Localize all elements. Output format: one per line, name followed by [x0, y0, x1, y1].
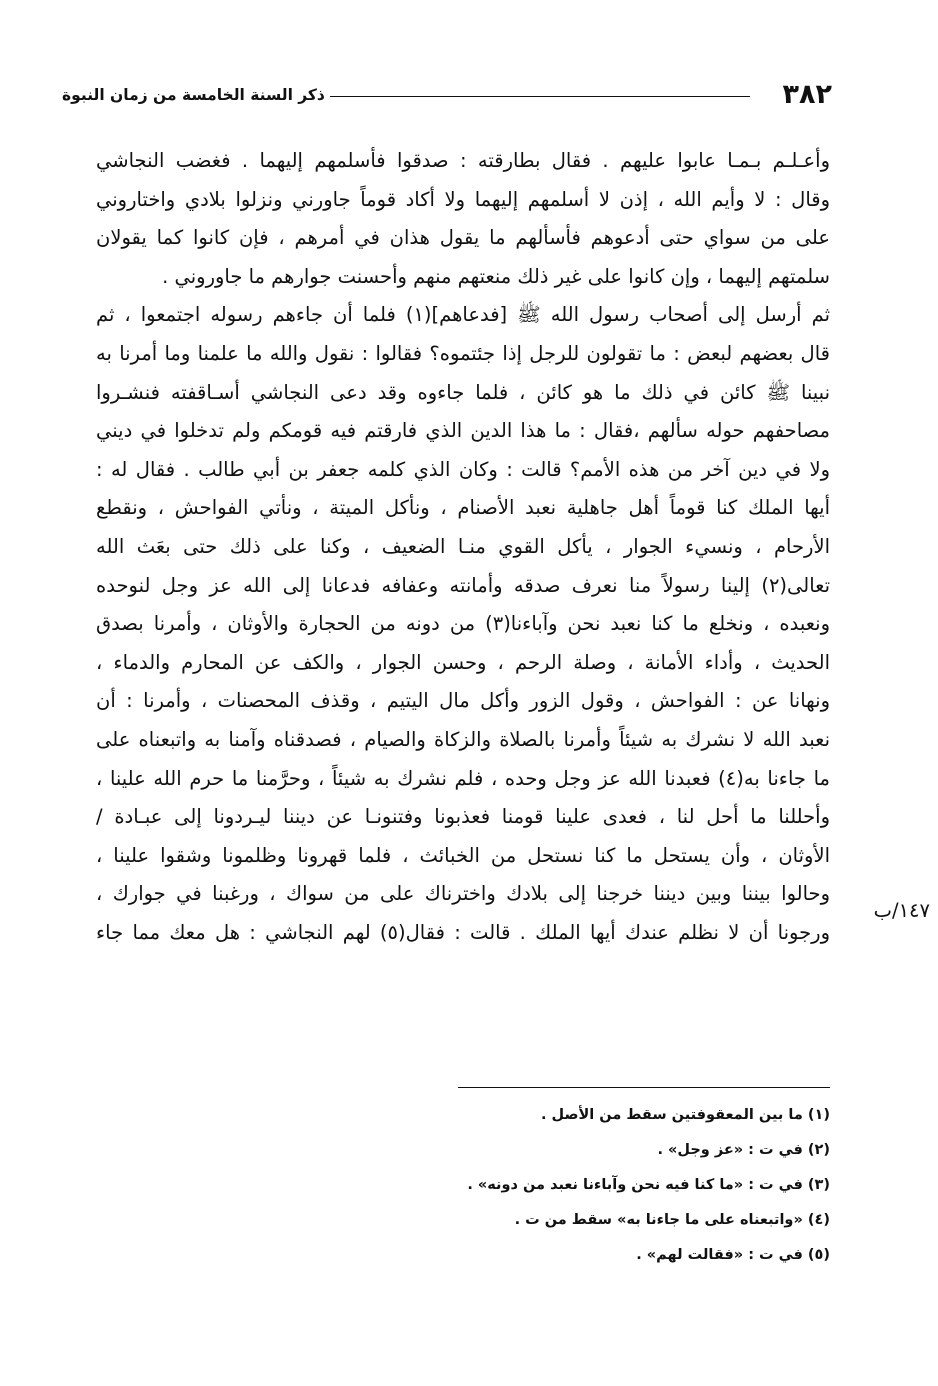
text-line: قال بعضهم لبعض : ما تقولون للرجل إذا جئتموه؟ فقالوا : نقول والله ما علمنا وما أمرنا به: [96, 341, 830, 365]
text-line: وقال : لا وأيم الله ، إذن لا أسلمهم إليهما ولا أكاد قوماً جاورني ونزلوا بلادي واختاروني: [96, 187, 830, 211]
text-line: الحديث ، وأداء الأمانة ، وصلة الرحم ، وحسن الجوار ، والكف عن المحارم والدماء ،: [96, 650, 830, 674]
text-line: على من سواي حتى أدعوهم فأسألهم ما يقول هذان في أمرهم ، فإن كانوا كما يقولان: [96, 226, 830, 250]
text-line: وأعـلـم بـمـا عابوا عليهم . فقال بطارقته : صدقوا فأسلمهم إليهما . فغضب النجاشي: [96, 149, 830, 172]
text-line: ونعبده ، ونخلع ما كنا نعبد نحن وآباءنا(٣) من دونه من الحجارة والأوثان ، وأمرنا بصدق: [96, 612, 830, 636]
main-text: [96, 142, 830, 952]
text-line: الأوثان ، وأن يستحل ما كنا نستحل من الخبائث ، فلما قهرونا وظلمونا وشقوا علينا ،: [96, 843, 830, 867]
text-line: ولا في دين آخر من هذه الأمم؟ قالت : وكان الذي كلمه جعفر بن أبي طالب . فقال له :: [96, 457, 830, 481]
text-line: وحالوا بيننا وبين ديننا خرجنا إلى بلادك واخترناك على من سواك ، ورغبنا في جوارك ،: [96, 882, 830, 906]
text-line: مصاحفهم حوله سألهم ،فقال : ما هذا الدين الذي فارقتم فيه قومكم ولم تدخلوا في ديني: [96, 419, 830, 443]
text-line: ما جاءنا به(٤) فعبدنا الله عز وجل وحده ، فلم نشرك به شيئاً ، وحرَّمنا ما حرم الله علينا ،: [96, 766, 830, 790]
manuscript-folio-note: ١٤٧/ب: [873, 899, 930, 922]
text-line: ثم أرسل إلى أصحاب رسول الله ﷺ [فدعاهم](١) فلما أن جاءهم رسوله اجتمعوا ، ثم: [96, 303, 830, 327]
header-rule: [330, 96, 750, 97]
text-line: الأرحام ، ونسيء الجوار ، يأكل القوي منـا الضعيف ، وكنا على ذلك حتى بعَث الله: [96, 534, 830, 558]
text-line: نعبد الله لا نشرك به شيئاً وأمرنا بالصلاة والزكاة والصيام ، فصدقناه وآمنا به واتبعناه على: [96, 727, 830, 751]
footnote: (١) ما بين المعقوفتين سقط من الأصل .: [540, 1107, 830, 1123]
text-line: سلمتهم إليهما ، وإن كانوا على غير ذلك منعتهم منهم وأحسنت جوارهم ما جاوروني .: [162, 264, 830, 288]
text-line: تعالى(٢) إلينا رسولاً منا نعرف صدقه وأمانته وعفافه فدعانا إلى الله عز وجل لنوحده: [96, 573, 830, 597]
text-line: ونهانا عن : الفواحش ، وقول الزور وأكل مال اليتيم ، وقذف المحصنات ، وأمرنا : أن: [96, 689, 830, 713]
page-header: [62, 78, 832, 112]
footnotes: [360, 1098, 830, 1273]
footnote-divider: [458, 1087, 830, 1088]
footnote: (٤) «واتبعناه على ما جاءنا به» سقط من ت .: [514, 1212, 830, 1228]
footnote: (٥) في ت : «فقالت لهم» .: [636, 1247, 830, 1263]
text-line: وأحللنا ما أحل لنا ، فعدى علينا قومنا فعذبونا وفتنونـا عن ديننا ليـردونا إلى عبـادة /: [96, 805, 830, 829]
footnote: (٣) في ت : «ما كنا فيه نحن وآباءنا نعبد من دونه» .: [467, 1177, 830, 1193]
text-line: أيها الملك كنا قوماً أهل جاهلية نعبد الأصنام ، ونأكل الميتة ، ونأتي الفواحش ، ونقطع: [96, 496, 830, 520]
text-line: نبينا ﷺ كائن في ذلك ما هو كائن ، فلما جاءوه وقد دعى النجاشي أسـاقفته فنشـروا: [96, 380, 830, 404]
page-number: ٣٨٢: [782, 79, 832, 110]
running-title: ذكر السنة الخامسة من زمان النبوة: [62, 86, 325, 104]
text-line: ورجونا أن لا نظلم عندك أيها الملك . قالت : فقال(٥) لهم النجاشي : هل معك مما جاء: [96, 920, 830, 944]
footnote: (٢) في ت : «عز وجل» .: [657, 1142, 830, 1158]
